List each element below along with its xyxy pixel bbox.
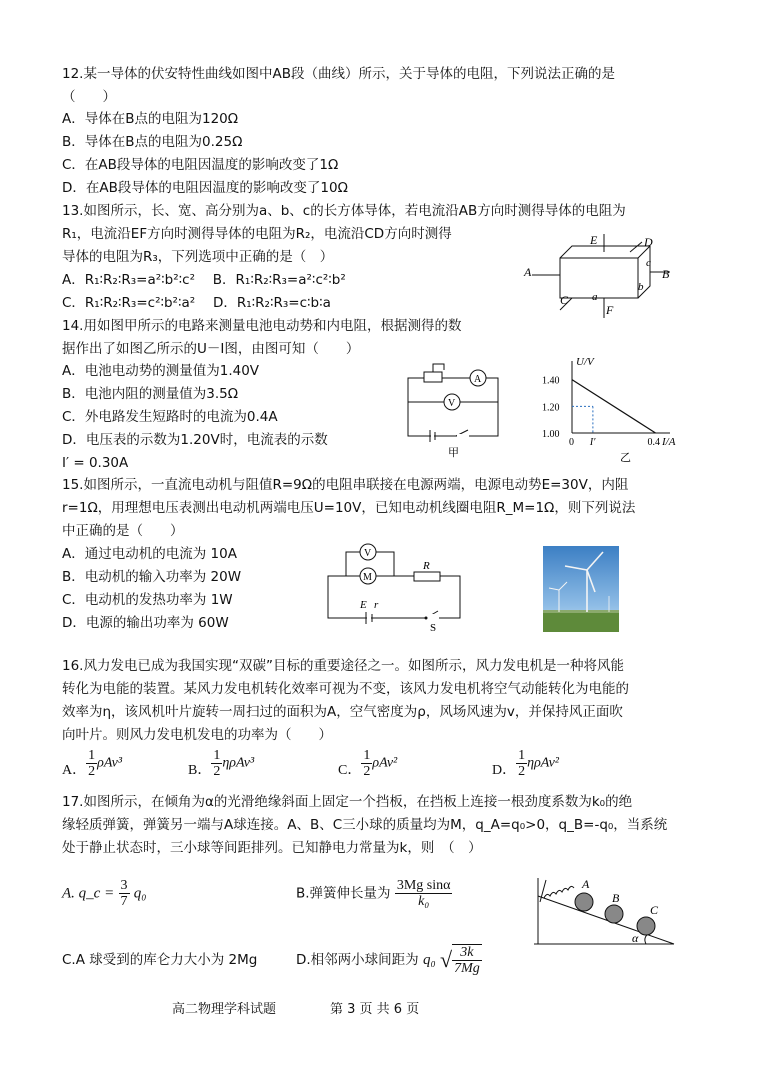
q13-stem-line3: 导体的电阻为R₃，下列选项中正确的是（ ） bbox=[62, 249, 334, 265]
q16-stem-line4: 向叶片。则风力发电机发电的功率为（ ） bbox=[62, 727, 332, 743]
q16-option-a: A． $\frac{1}{2}$ ρAv³ bbox=[62, 748, 123, 779]
q16-option-d: D． $\frac{1}{2}$ ηρAv² bbox=[492, 748, 559, 779]
q15-r-label: r bbox=[374, 599, 379, 611]
q12-stem-line1: 12.某一导体的伏安特性曲线如图中AB段（曲线）所示，关于导体的电阻，下列说法正确的是 bbox=[62, 66, 615, 82]
q14-ui-chart bbox=[540, 355, 680, 465]
q13-stem-line2: R₁，电流沿EF方向时测得导体的电阻为R₂，电流沿CD方向时测得 bbox=[62, 226, 452, 242]
q13-label-b: B bbox=[662, 267, 670, 281]
q15-stem-line3: 中正确的是（ ） bbox=[62, 523, 184, 539]
q12-option-d: D．在AB段导体的电阻因温度的影响改变了10Ω bbox=[62, 180, 348, 196]
chart-x-tick-label: 0 bbox=[569, 437, 574, 448]
q15-option-d: D．电源的输出功率为 60W bbox=[62, 615, 229, 631]
q15-emf-label: E bbox=[360, 599, 367, 611]
q14-option-b: B．电池内阻的测量值为3.5Ω bbox=[62, 386, 239, 402]
q17-ball-a-label: A bbox=[582, 877, 590, 891]
q13-stem-line1: 13.如图所示，长、宽、高分别为a、b、c的长方体导体，若电流沿AB方向时测得导体的电阻为 bbox=[62, 203, 626, 219]
q15-circuit-figure bbox=[322, 540, 472, 632]
q15-option-c: C．电动机的发热功率为 1W bbox=[62, 592, 233, 608]
q17-option-a: A. q_c = $\frac{3}{7}$ q₀ bbox=[62, 878, 147, 909]
q12-option-b: B．导体在B点的电阻为0.25Ω bbox=[62, 134, 243, 150]
q15-stem-line1: 15.如图所示，一直流电动机与阻值R=9Ω的电阻串联接在电源两端，电源电动势E=30V，内阻 bbox=[62, 477, 629, 493]
q15-stem-line2: r=1Ω，用理想电压表测出电动机两端电压U=10V，已知电动机线圈电阻R_M=1Ω，则下列说法 bbox=[62, 500, 636, 516]
q17-option-c: C.A 球受到的库仑力大小为 2Mg bbox=[62, 952, 258, 968]
q16-stem-line1: 16.风力发电已成为我国实现“双碳”目标的重要途径之一。如图所示，风力发电机是一种将风能 bbox=[62, 658, 624, 674]
q17-incline-figure bbox=[528, 872, 678, 948]
q14-option-d-line1: D．电压表的示数为1.20V时，电流表的示数 bbox=[62, 432, 328, 448]
q13-label-c: C bbox=[560, 293, 569, 307]
q13-label-a: A bbox=[524, 265, 532, 279]
chart-y-tick-label: 1.40 bbox=[542, 375, 560, 387]
q13-label-a-small: a bbox=[592, 291, 598, 303]
q17-alpha-label: α bbox=[632, 931, 639, 945]
chart-y-tick-label: 1.20 bbox=[542, 402, 560, 414]
q14-option-a: A．电池电动势的测量值为1.40V bbox=[62, 363, 260, 379]
q17-stem-line2: 缘轻质弹簧，弹簧另一端与A球连接。A、B、C三小球的质量均为M，q_A=q₀>0，q_B=-q₀，当系统 bbox=[62, 817, 668, 833]
chart-y-tick-label: 1.00 bbox=[542, 429, 560, 440]
footer-subject: 高二物理学科试题 bbox=[172, 1002, 277, 1017]
q14-ammeter-label: A bbox=[474, 374, 482, 385]
wind-turbine-photo bbox=[543, 546, 619, 632]
footer-page-number: 第 3 页 共 6 页 bbox=[330, 1002, 420, 1017]
q14-fig-yi-caption: 乙 bbox=[620, 452, 631, 464]
q14-stem-line1: 14.用如图甲所示的电路来测量电池电动势和内电阻，根据测得的数 bbox=[62, 318, 462, 334]
q15-motor-label: M bbox=[363, 572, 372, 583]
q14-fig-jia-caption: 甲 bbox=[448, 447, 459, 458]
q15-resistor-label: R bbox=[423, 560, 430, 572]
q12-stem-line2: （ ） bbox=[62, 89, 116, 105]
q15-voltmeter-label: V bbox=[364, 548, 372, 559]
q16-option-b: B． $\frac{1}{2}$ ηρAv³ bbox=[188, 748, 255, 779]
q15-switch-label: S bbox=[430, 622, 437, 632]
q16-stem-line3: 效率为η，该风机叶片旋转一周扫过的面积为A，空气密度为ρ，风场风速为v，并保持风正面吹 bbox=[62, 704, 623, 720]
chart-xlabel: I/A bbox=[662, 436, 676, 448]
q14-circuit-jia bbox=[400, 358, 515, 458]
q14-stem-line2: 据作出了如图乙所示的U－I图，由图可知（ ） bbox=[62, 341, 360, 357]
q15-option-b: B．电动机的输入功率为 20W bbox=[62, 569, 242, 585]
q15-option-a: A．通过电动机的电流为 10A bbox=[62, 546, 237, 562]
q12-option-c: C．在AB段导体的电阻因温度的影响改变了1Ω bbox=[62, 157, 339, 173]
chart-ylabel: U/V bbox=[576, 356, 594, 368]
q13-label-f: F bbox=[606, 303, 614, 317]
q13-label-b-small: b bbox=[638, 281, 644, 293]
chart-x-tick-label: I′ bbox=[589, 437, 596, 448]
q13-cuboid-figure bbox=[520, 230, 680, 325]
q13-label-d: D bbox=[644, 235, 653, 249]
q17-ball-c-label: C bbox=[650, 903, 659, 917]
q17-stem-line3: 处于静止状态时，三小球等间距排列。已知静电力常量为k，则 （ ） bbox=[62, 840, 482, 856]
q16-option-c: C． $\frac{1}{2}$ ρAv² bbox=[338, 748, 398, 779]
q13-options-cd: C．R₁∶R₂∶R₃=c²∶b²∶a² D．R₁∶R₂∶R₃=c∶b∶a bbox=[62, 295, 331, 311]
chart-x-tick-label: 0.4 bbox=[647, 437, 661, 448]
q17-option-d: D.相邻两小球间距为 q₀ √ $\frac{3k}{7Mg}$ bbox=[296, 945, 480, 976]
q13-label-e: E bbox=[590, 233, 598, 247]
q14-option-c: C．外电路发生短路时的电流为0.4A bbox=[62, 409, 278, 425]
q12-option-a: A．导体在B点的电阻为120Ω bbox=[62, 111, 239, 127]
q17-option-b: B.弹簧伸长量为 $\frac{\text{3Mg sinα}}{\text{k₀}}$ bbox=[296, 878, 451, 909]
q13-options-ab: A．R₁∶R₂∶R₃=a²∶b²∶c² B．R₁∶R₂∶R₃=a²∶c²∶b² bbox=[62, 272, 346, 288]
q16-stem-line2: 转化为电能的装置。某风力发电机转化效率可视为不变，该风力发电机将空气动能转化为电能的 bbox=[62, 681, 629, 697]
q17-ball-b-label: B bbox=[612, 891, 620, 905]
q17-stem-line1: 17.如图所示，在倾角为α的光滑绝缘斜面上固定一个挡板，在挡板上连接一根劲度系数为k₀的绝 bbox=[62, 794, 633, 810]
q14-voltmeter-label: V bbox=[448, 398, 456, 409]
q14-option-d-line2: I′ = 0.30A bbox=[62, 455, 129, 471]
q13-label-c-small: c bbox=[646, 257, 651, 269]
